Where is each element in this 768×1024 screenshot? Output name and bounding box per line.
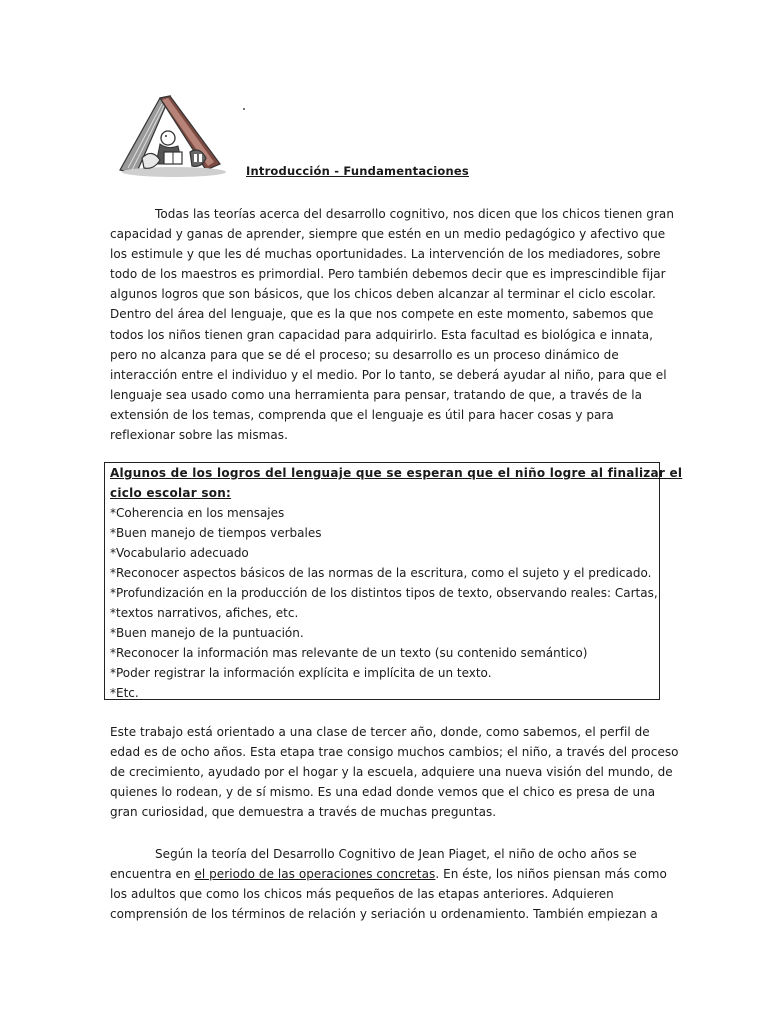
text-line: todos los niños tienen gran capacidad para adquirirlo. Esta facultad es biológica e innata, [110,327,654,342]
concrete-operations-link[interactable]: el periodo de las operaciones concretas [194,867,436,882]
stray-dot [243,108,245,110]
text-line: extensión de los temas, comprenda que el lenguaje es útil para hacer cosas y para [110,407,614,422]
text-line: todo de los maestros es primordial. Pero también debemos decir que es imprescindible fijar [110,267,666,282]
list-item: *Poder registrar la información explícita e implícita de un texto. [110,666,492,680]
text-line: quienes lo rodean, y de sí mismo. Es una edad donde vemos que el chico es presa de una [110,785,656,800]
text-fragment: . En éste, los niños piensan más como [435,867,667,882]
text-line: Dentro del área del lenguaje, que es la que nos compete en este momento, sabemos que [110,307,654,322]
text-line: Todas las teorías acerca del desarrollo cognitivo, nos dicen que los chicos tienen gran [155,207,674,221]
paragraph-intro [110,204,674,445]
text-line: Este trabajo está orientado a una clase de tercer año, donde, como sabemos, el perfil de [110,725,650,739]
text-line: los estimule y que les dé muchas oportunidades. La intervención de los mediadores, sobre [110,247,661,262]
text-line: los adultos que como los chicos más pequeños de las etapas anteriores. Adquieren [110,887,614,902]
goals-heading: ciclo escolar son: [110,486,232,500]
text-line: edad es de ocho años. Esta etapa trae consigo muchos cambios; el niño, a través del proceso [110,745,679,760]
book-tent-reading-child-icon [108,92,240,178]
paragraph-piaget [110,844,667,924]
list-item: *Profundización en la producción de los distintos tipos de texto, observando reales: Cartas, [110,586,658,600]
list-item: *Buen manejo de tiempos verbales [110,526,322,540]
text-line: capacidad y ganas de aprender, siempre que estén en un medio pedagógico y afectivo que [110,227,666,242]
page-title: Introducción - Fundamentaciones [246,164,469,178]
text-line [110,864,667,884]
list-item: *Buen manejo de la puntuación. [110,626,304,640]
text-fragment: encuentra en [110,867,195,882]
text-line: lenguaje sea usado como una herramienta para pensar, tratando de que, a través de la [110,387,642,402]
list-item: *Vocabulario adecuado [110,546,249,560]
list-item: *Reconocer aspectos básicos de las normas de la escritura, como el sujeto y el predicado. [110,566,652,580]
text-line: reflexionar sobre las mismas. [110,428,288,443]
text-line: de crecimiento, ayudado por el hogar y la escuela, adquiere una nueva visión del mundo, de [110,765,673,780]
list-item: *Etc. [110,686,139,700]
text-line: comprensión de los términos de relación y seriación u ordenamiento. También empiezan a [110,907,658,922]
list-item: *Reconocer la información mas relevante de un texto (su contenido semántico) [110,646,588,660]
text-line: pero no alcanza para que se dé el proceso; su desarrollo es un proceso dinámico de [110,347,619,362]
text-line: Según la teoría del Desarrollo Cognitivo de Jean Piaget, el niño de ocho años se [155,847,637,861]
goals-heading: Algunos de los logros del lenguaje que se esperan que el niño logre al finalizar el [110,466,683,480]
goals-box [104,462,683,700]
paragraph-third-grade [110,722,679,822]
list-item: *Coherencia en los mensajes [110,506,285,520]
text-line: interacción entre el individuo y el medio. Por lo tanto, se deberá ayudar al niño, para que el [110,367,667,382]
text-line: algunos logros que son básicos, que los chicos deben alcanzar al terminar el ciclo escolar. [110,287,656,302]
list-item: *textos narrativos, afiches, etc. [110,606,299,620]
text-line: gran curiosidad, que demuestra a través de muchas preguntas. [110,805,497,820]
